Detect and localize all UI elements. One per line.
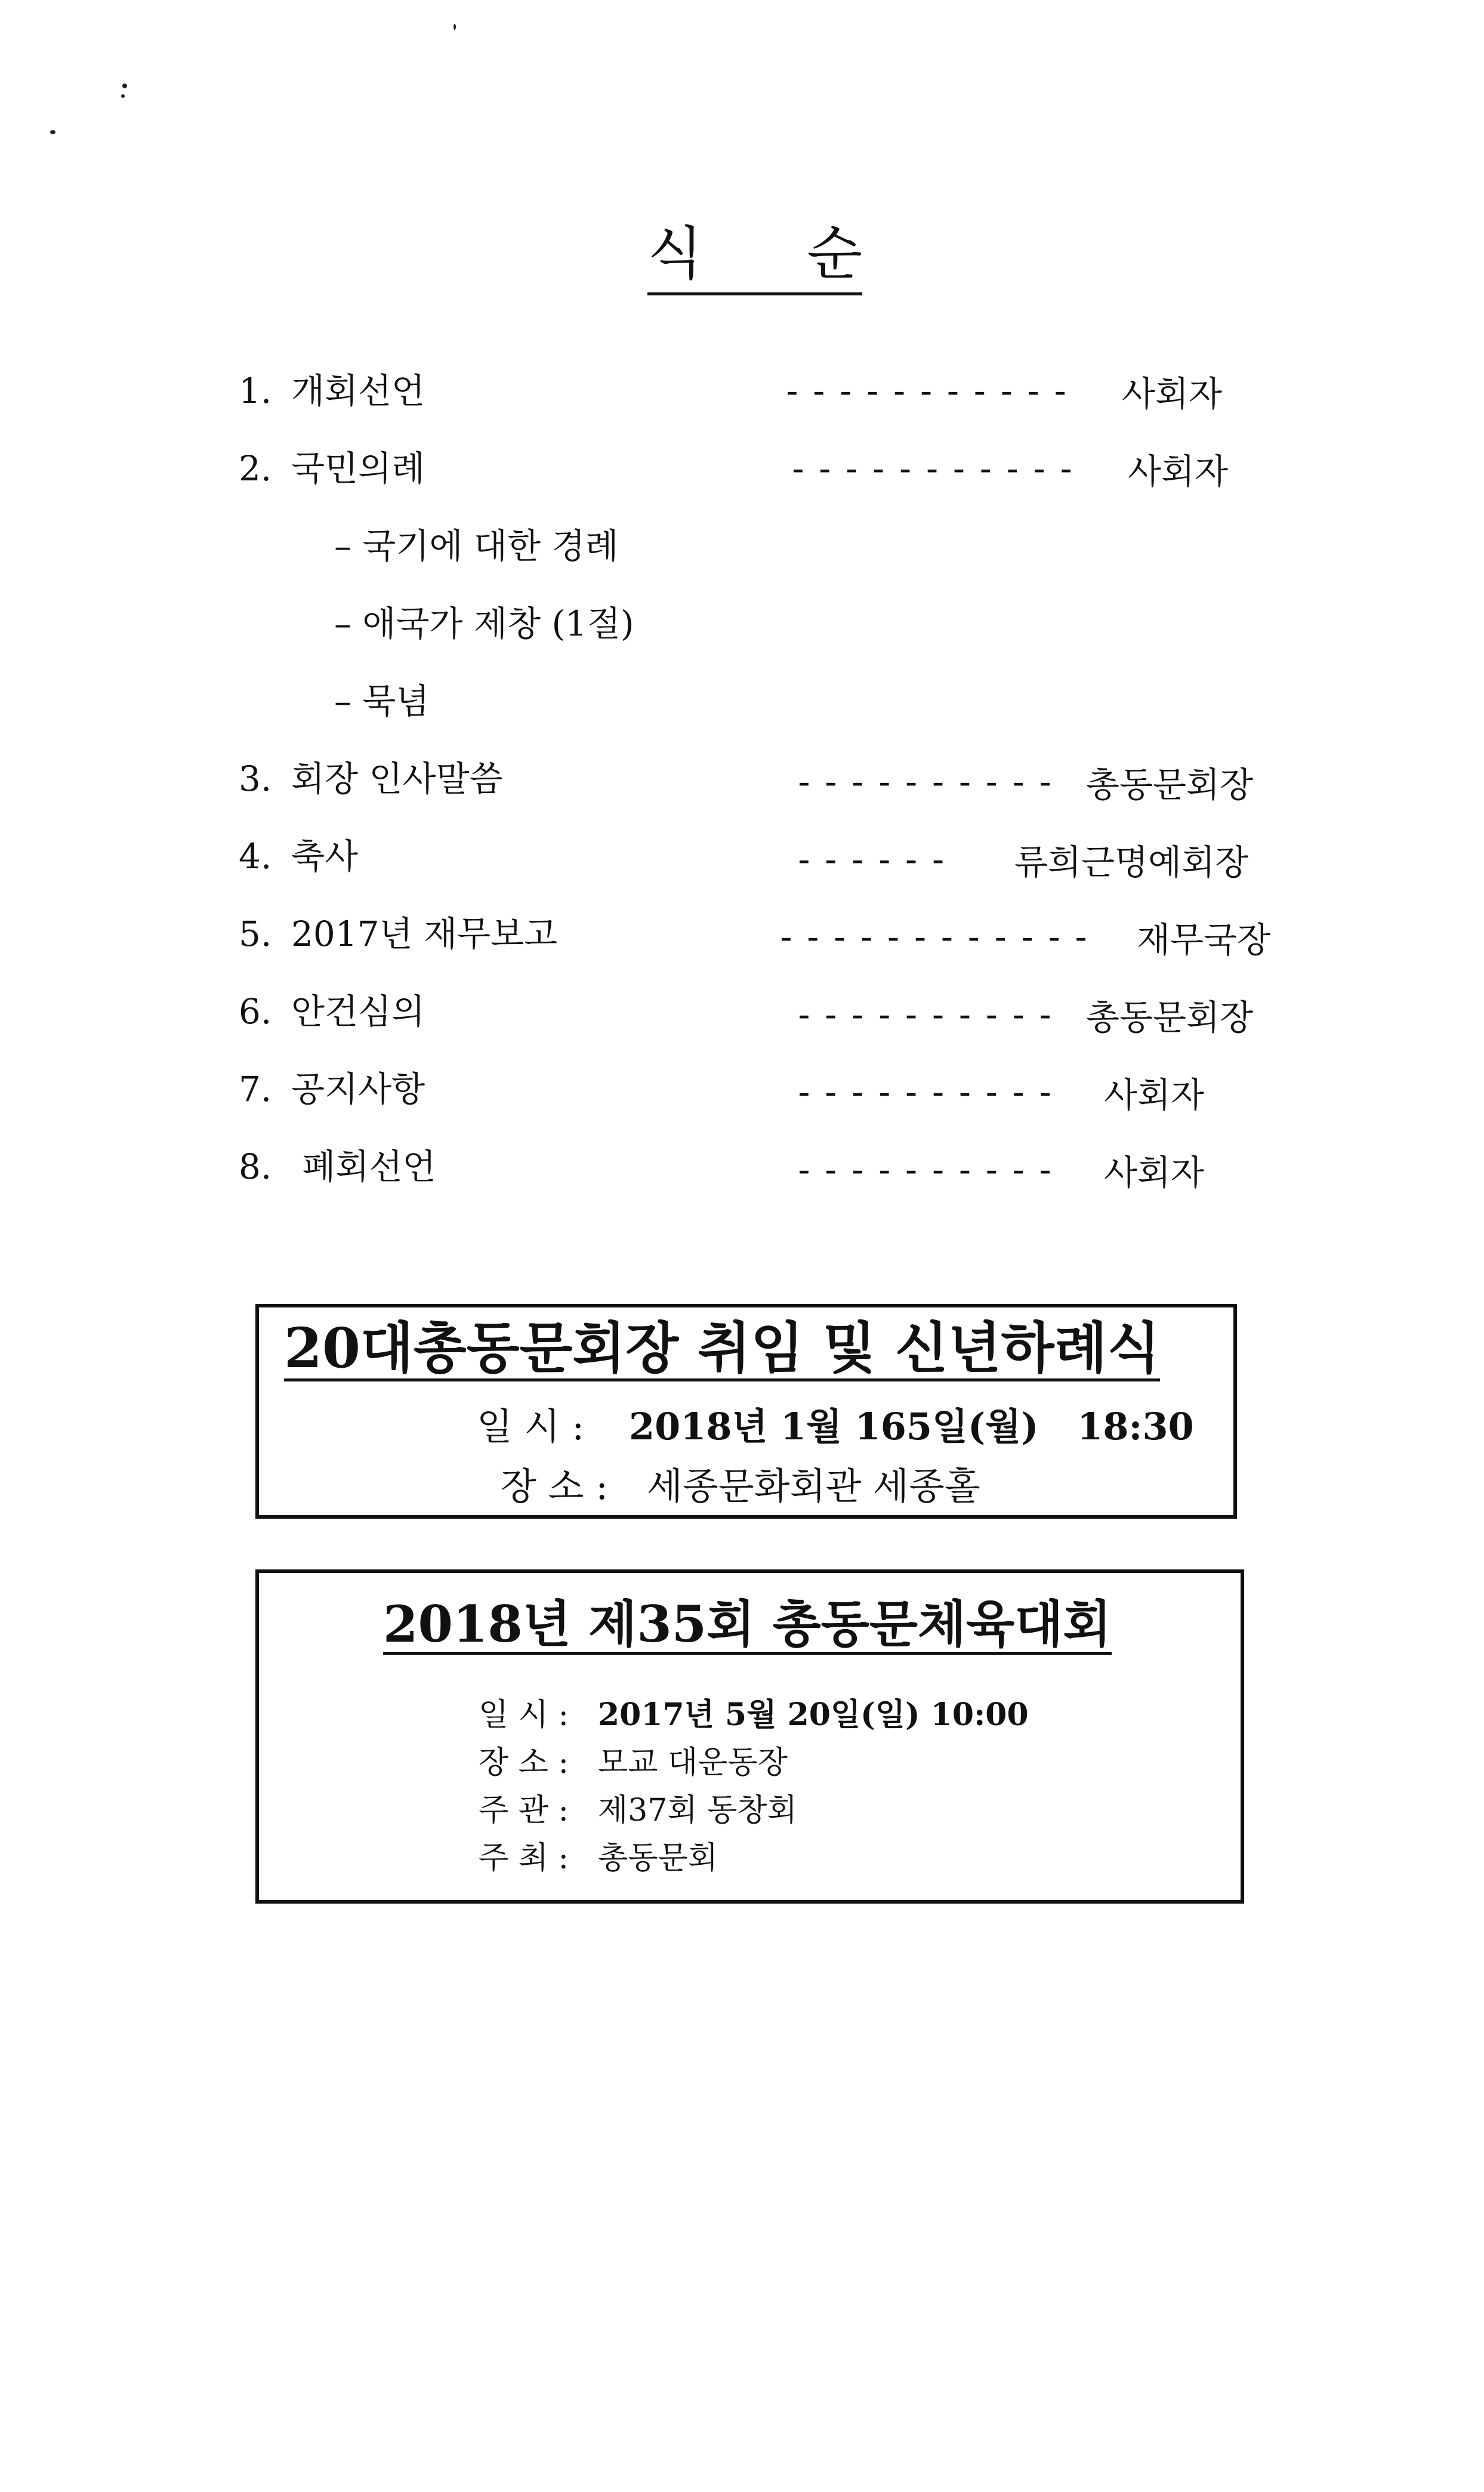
agenda-item (239, 910, 557, 958)
scan-speck (50, 130, 55, 134)
event-box-inauguration (255, 1304, 1237, 1519)
event-place-label: 장 소 : (501, 1464, 609, 1508)
agenda-subitem: – 애국가 제창 (1절) (334, 603, 634, 644)
agenda-role: 사회자 (1104, 1152, 1205, 1193)
event-organizer-label: 주 최 : (479, 1840, 569, 1876)
event-place-line (501, 1457, 980, 1510)
agenda-item (239, 755, 503, 803)
event-date-line (479, 1689, 1029, 1734)
agenda-subitem: – 국기에 대한 경례 (334, 526, 619, 566)
event-place-line (479, 1737, 788, 1782)
agenda-leader: ------ (794, 839, 955, 880)
event-place-label: 장 소 : (479, 1745, 569, 1781)
agenda-role: 사회자 (1122, 374, 1223, 414)
event-host-value: 제37회 동창회 (598, 1793, 797, 1828)
scan-speck (121, 94, 125, 98)
agenda-label: 2017년 재무보고 (291, 914, 558, 954)
scan-speck (122, 84, 127, 88)
agenda-leader: ---------- (794, 1149, 1062, 1190)
agenda-number: 2. (239, 448, 272, 489)
title-char-2: 순 (807, 220, 862, 287)
agenda-number: 8. (239, 1146, 272, 1187)
agenda-number: 4. (239, 836, 272, 877)
event-title: 20대총동문회장 취임 및 신년하례식 (284, 1318, 1160, 1381)
agenda-number: 5. (239, 914, 272, 954)
event-date-value: 2017년 5월 20일(일) 10:00 (598, 1697, 1029, 1733)
agenda-number: 1. (239, 371, 272, 411)
event-place-value: 세종문화회관 세종홀 (647, 1464, 980, 1508)
agenda-leader: ---------- (794, 994, 1062, 1035)
agenda-label: 회장 인사말씀 (291, 758, 503, 799)
event-date-label: 일 시 : (477, 1405, 585, 1448)
agenda-label: 안건심의 (291, 991, 425, 1032)
agenda-item (239, 367, 425, 415)
agenda-item (239, 988, 425, 1035)
agenda-number: 7. (239, 1069, 272, 1109)
agenda-subitem: – 묵념 (334, 681, 430, 721)
scan-speck (453, 24, 456, 30)
agenda-label: 축사 (291, 836, 359, 877)
agenda-role: 류희근명예회장 (1014, 842, 1249, 883)
agenda-role: 총동문회장 (1086, 997, 1254, 1038)
event-place-value: 모교 대운동장 (598, 1745, 788, 1781)
agenda-number: 3. (239, 758, 272, 799)
agenda-number: 6. (239, 991, 272, 1032)
agenda-role: 사회자 (1104, 1075, 1205, 1115)
event-title: 2018년 제35회 총동문체육대회 (383, 1597, 1112, 1655)
agenda-leader: ----------- (782, 371, 1077, 411)
event-box-sports-day (255, 1569, 1244, 1904)
event-host-line (479, 1785, 797, 1830)
agenda-leader: ----------- (788, 448, 1083, 489)
event-date-line (477, 1397, 1194, 1450)
page-title (647, 221, 862, 295)
agenda-role: 총동문회장 (1086, 764, 1254, 805)
event-date-value: 2018년 1월 165일(월) 18:30 (629, 1405, 1194, 1448)
agenda-label: 국민의례 (291, 448, 425, 489)
event-host-label: 주 관 : (479, 1793, 569, 1828)
title-char-1: 식 (647, 220, 703, 287)
event-organizer-value: 총동문회 (598, 1840, 718, 1876)
agenda-role: 재무국장 (1137, 920, 1271, 960)
agenda-label: 공지사항 (291, 1069, 425, 1109)
agenda-label: 개회선언 (291, 371, 425, 411)
agenda-leader: ------------ (776, 917, 1098, 957)
agenda-item (239, 1065, 425, 1113)
event-date-label: 일 시 : (479, 1697, 569, 1733)
agenda-leader: ---------- (794, 761, 1062, 802)
agenda-label: 폐회선언 (291, 1146, 436, 1187)
agenda-role: 사회자 (1128, 451, 1229, 492)
event-organizer-line (479, 1833, 718, 1877)
agenda-item (239, 445, 425, 492)
agenda-leader: ---------- (794, 1072, 1062, 1112)
agenda-item (239, 1143, 436, 1191)
agenda-item (239, 832, 358, 880)
